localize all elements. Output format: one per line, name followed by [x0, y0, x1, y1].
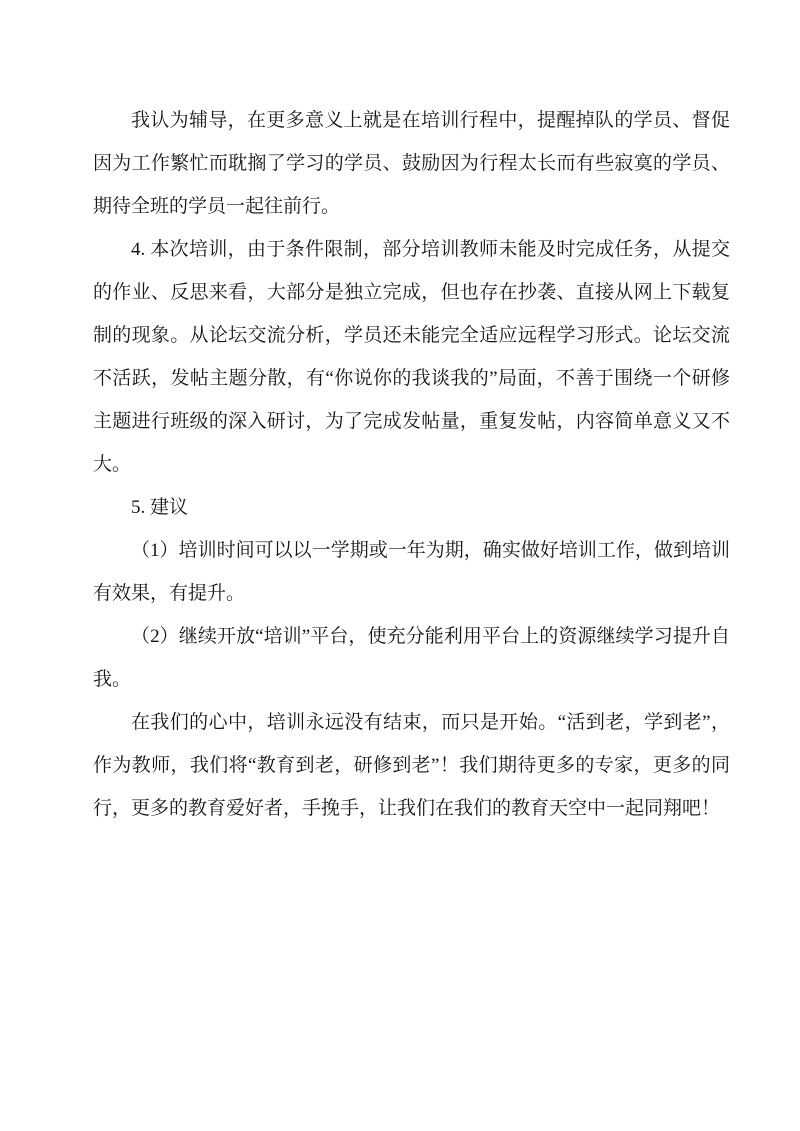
paragraph: 在我们的心中，培训永远没有结束，而只是开始。“活到老，学到老”，作为教师，我们将“教育到老，研修到老”！我们期待更多的专家，更多的同行，更多的教育爱好者，手挽手，让我们在我们的教育天空中一起同翔吧！ — [93, 712, 730, 819]
paragraph: 4. 本次培训，由于条件限制，部分培训教师未能及时完成任务，从提交的作业、反思来看，大部分是独立完成，但也存在抄袭、直接从网上下载复制的现象。从论坛交流分析，学员还未能完全适应远程学习形式。论坛交流不活跃，发帖主题分散，有“你说你的我谈我的”局面，不善于围绕一个研修主题进行班级的深入研讨，为了完成发帖量，重复发帖，内容简单意义又不大。 — [93, 239, 730, 475]
paragraph: 5. 建议 — [131, 497, 189, 518]
paragraph: 我认为辅导，在更多意义上就是在培训行程中，提醒掉队的学员、督促因为工作繁忙而耽搁了学习的学员、鼓励因为行程太长而有些寂寞的学员、期待全班的学员一起往前行。 — [93, 110, 730, 217]
paragraph: （2）继续开放“培训”平台，使充分能利用平台上的资源继续学习提升自我。 — [93, 626, 730, 690]
document-content — [93, 99, 730, 830]
paragraph: （1）培训时间可以以一学期或一年为期，确实做好培训工作，做到培训有效果，有提升。 — [93, 540, 730, 604]
